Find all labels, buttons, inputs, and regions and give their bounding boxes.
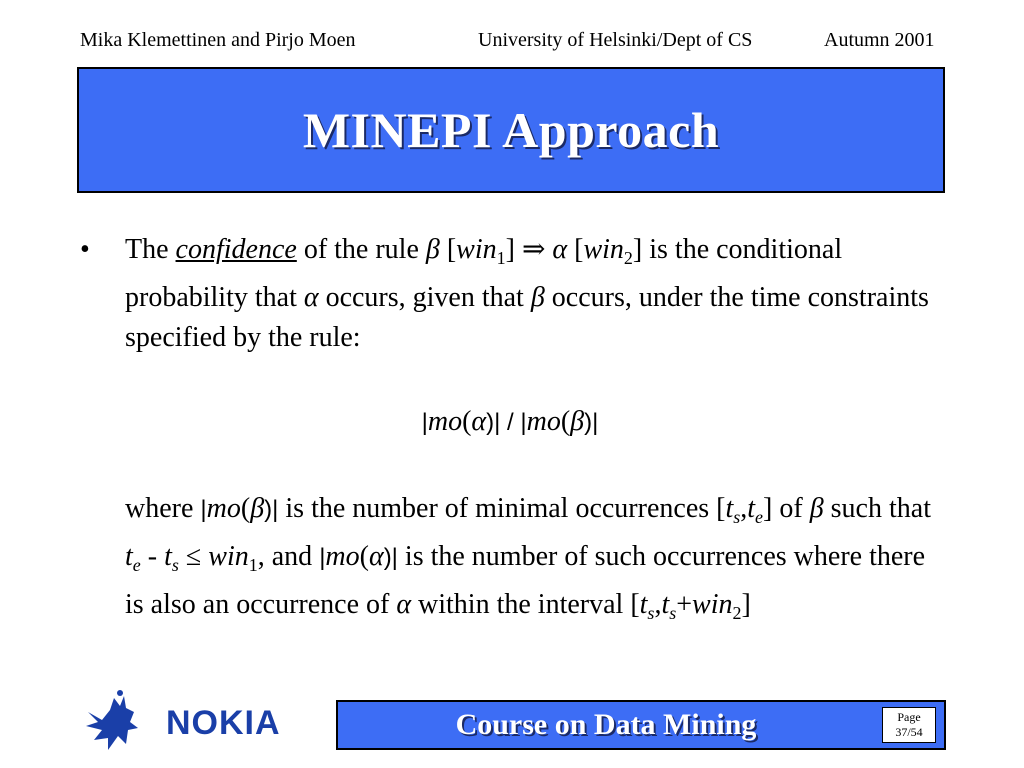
course-title: Course on Data Mining [455,708,757,741]
text-run: + [676,589,693,620]
header-term: Autumn 2001 [824,29,935,51]
nokia-logo-text: NOKIA [166,704,281,742]
slide-title: MINEPI Approach [302,102,720,158]
bullet-marker: • [80,234,90,265]
var-win: win [692,589,733,620]
term-confidence: confidence [175,234,297,265]
text-run: ( [560,406,571,437]
paragraph-2 [125,489,940,633]
explanation-paragraph [80,489,940,633]
text-run: | [319,544,326,571]
text-run: occurs, given that [318,282,531,313]
text-run: ] of [763,493,810,524]
text-run: ( [359,541,369,572]
symbol-alpha: α [303,282,319,313]
text-run: , [740,493,748,524]
var-t: t [164,541,172,572]
text-run: , and [257,541,320,572]
page-label: Page [897,710,921,724]
paragraph-1 [125,230,940,358]
symbol-beta: β [570,406,585,437]
text-run: - [140,541,165,572]
symbol-alpha: α [368,541,384,572]
subscript: s [647,603,655,623]
text-run: )| [584,409,599,436]
var-t: t [639,589,648,620]
text-run: ( [240,493,251,524]
text-run: ] [741,589,751,620]
text-run: ] [505,234,522,265]
var-mo: mo [206,493,241,524]
subscript: 2 [732,603,742,623]
text-run: such that [823,493,931,524]
bullet-paragraph [80,230,940,358]
var-mo: mo [325,541,360,572]
var-win: win [208,541,249,572]
subscript: 1 [248,555,258,575]
header-institution: University of Helsinki/Dept of CS [478,29,753,51]
text-run: within the interval [ [411,589,640,620]
symbol-implies: ⇒ [521,234,546,265]
subscript: e [132,555,141,575]
symbol-alpha: α [552,234,568,265]
var-mo: mo [427,406,463,437]
var-win: win [456,234,497,265]
var-t: t [125,541,133,572]
var-t: t [661,589,670,620]
text-run: ( [462,406,472,437]
indent-spacer [80,489,125,633]
symbol-beta: β [530,282,545,313]
symbol-alpha: α [471,406,487,437]
subscript: s [733,507,741,527]
var-win: win [583,234,624,265]
text-run: [ [439,234,457,265]
text-run: [ [567,234,584,265]
flame-figure-logo-icon [80,690,160,760]
symbol-beta: β [809,493,824,524]
text-run: / | [500,409,527,436]
subscript: 2 [623,248,633,268]
title-banner [77,67,945,193]
slide-body [80,230,940,633]
page-number: 37/54 [895,725,923,739]
text-run: The [125,234,176,265]
subscript: e [755,507,764,527]
var-mo: mo [526,406,561,437]
symbol-beta: β [425,234,440,265]
symbol-beta: β [250,493,265,524]
confidence-formula [80,402,940,443]
text-run: )| [383,544,398,571]
subscript: 1 [496,248,506,268]
text-run: occurs, under the time constraints specified by the rule: [125,282,929,353]
symbol-alpha: α [396,589,412,620]
var-t: t [747,493,756,524]
text-run: is the number of minimal occurrences [ [278,493,726,524]
text-run: of the rule [296,234,426,265]
text-run: | [421,409,428,436]
subscript: s [171,555,179,575]
var-t: t [725,493,734,524]
footer-banner [336,700,946,750]
text-run: where [125,493,201,524]
text-run: , [654,589,662,620]
symbol-le: ≤ [178,541,209,572]
text-run: )| [264,496,279,523]
page-indicator [882,707,936,743]
subscript: s [669,603,677,623]
text-run: is the number of such occurrences where there is also an occurrence of [125,541,926,620]
text-run: ] is the conditional probability that [125,234,843,313]
header-authors: Mika Klemettinen and Pirjo Moen [80,29,356,51]
text-run: | [200,496,207,523]
text-run: )| [486,409,501,436]
logo-area [80,690,320,760]
